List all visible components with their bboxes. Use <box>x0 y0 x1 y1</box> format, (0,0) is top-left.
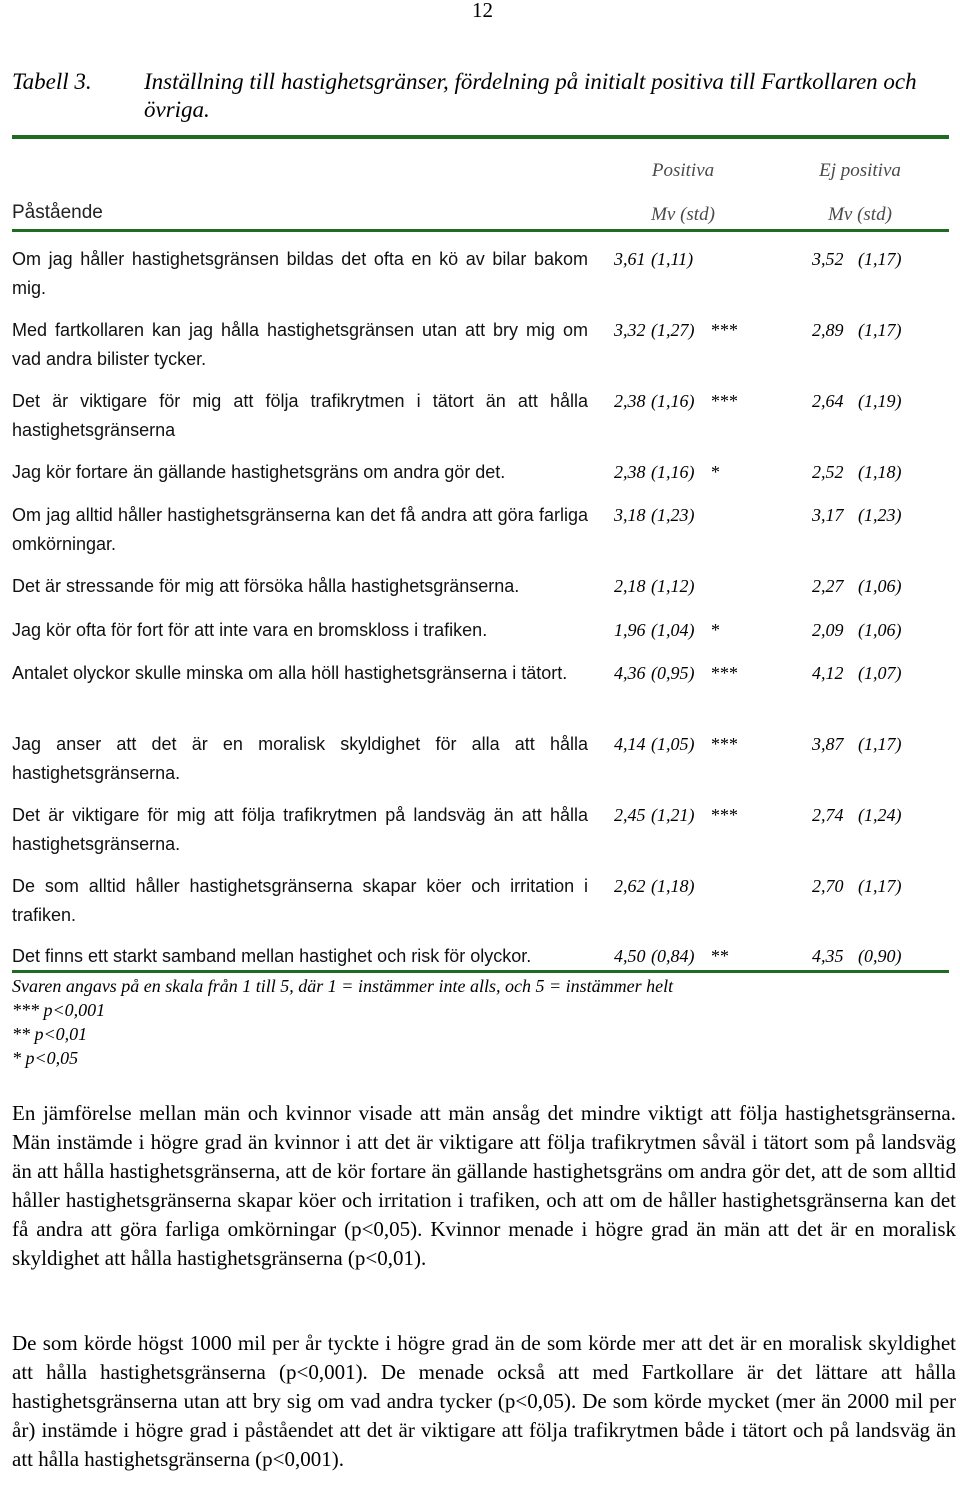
significance: * <box>711 462 720 482</box>
positive-mean: 3,32 <box>614 320 646 340</box>
non-positive-sd: (1,24) <box>858 805 902 825</box>
non-positive-mean: 2,74 <box>812 805 844 825</box>
non-positive-sd: (1,23) <box>858 505 902 525</box>
significance: *** <box>711 391 738 411</box>
table-header-rule <box>12 229 949 232</box>
body-paragraph: De som körde högst 1000 mil per år tyckte i högre grad än de som körde mer att det är en moralisk skyldighet att hålla hastighetsgränserna (p<0,001). De menade också att med Fartkollare är det lättare att hålla hastighetsgränserna utan att bry sig om vad andra tycker (p<0,05). De som körde mycket (mer än 2000 mil per år) instämde i högre grad i påståendet att det är viktigare att följa trafikrytmen både i tätort och på landsväg än att hålla hastighetsgränserna (p<0,001). <box>12 1331 956 1471</box>
statement-text: Jag kör fortare än gällande hastighetsgräns om andra gör det. <box>12 462 506 482</box>
significance: *** <box>711 805 738 825</box>
non-positive-sd: (1,17) <box>858 734 902 754</box>
non-positive-mean: 4,35 <box>812 946 844 966</box>
statement-text: Om jag håller hastighetsgränsen bildas det ofta en kö av bilar bakom mig. <box>12 249 588 298</box>
page-number: 12 <box>472 0 493 22</box>
significance-note: *** p<0,001 <box>12 1000 106 1020</box>
positive-sd: (1,04) <box>651 620 695 640</box>
statement-text: Det finns ett starkt samband mellan hastighet och risk för olyckor. <box>12 946 532 966</box>
non-positive-stat-header: Mv (std) <box>828 204 892 225</box>
statement-text: Jag anser att det är en moralisk skyldighet för alla att hålla hastighetsgränserna. <box>12 734 588 783</box>
positive-mean: 4,14 <box>614 734 646 754</box>
scale-note: Svaren angavs på en skala från 1 till 5, där 1 = instämmer inte alls, och 5 = instämmer helt <box>12 976 674 996</box>
significance-note: ** p<0,01 <box>12 1024 88 1044</box>
non-positive-mean: 4,12 <box>812 663 844 683</box>
significance: *** <box>711 320 738 340</box>
non-positive-mean: 3,17 <box>812 505 844 525</box>
non-positive-mean: 2,52 <box>812 462 844 482</box>
positive-sd: (1,21) <box>651 805 695 825</box>
non-positive-sd: (1,17) <box>858 249 902 269</box>
table-title: Inställning till hastighetsgränser, fördelning på initialt positiva till Fartkollaren och övriga. <box>144 69 917 122</box>
table-notes <box>12 974 673 1070</box>
significance: * <box>711 620 720 640</box>
non-positive-sd: (1,07) <box>858 663 902 683</box>
statement-text: Med fartkollaren kan jag hålla hastighetsgränsen utan att bry mig om vad andra bilister tycker. <box>12 320 588 369</box>
non-positive-mean: 2,89 <box>812 320 844 340</box>
non-positive-sd: (0,90) <box>858 946 902 966</box>
positive-sd: (1,18) <box>651 876 695 896</box>
non-positive-sd: (1,06) <box>858 576 902 596</box>
positive-sd: (1,12) <box>651 576 695 596</box>
statement-header: Påstående <box>12 202 103 223</box>
positive-sd: (1,05) <box>651 734 695 754</box>
positive-mean: 2,45 <box>614 805 646 825</box>
non-positive-mean: 2,09 <box>812 620 844 640</box>
positive-sd: (1,23) <box>651 505 695 525</box>
significance: *** <box>711 734 738 754</box>
non-positive-mean: 2,64 <box>812 391 844 411</box>
statement-text: Det är viktigare för mig att följa trafikrytmen på landsväg än att hålla hastighetsgränserna. <box>12 805 588 854</box>
positive-sd: (1,11) <box>651 249 694 269</box>
table-caption <box>12 68 957 124</box>
statement-text: Det är viktigare för mig att följa trafikrytmen i tätort än att hålla hastighetsgränserna <box>12 391 588 440</box>
non-positive-sd: (1,19) <box>858 391 902 411</box>
significance: *** <box>711 663 738 683</box>
statement-text: De som alltid håller hastighetsgränserna skapar köer och irritation i trafiken. <box>12 876 588 925</box>
statement-text: Antalet olyckor skulle minska om alla höll hastighetsgränserna i tätort. <box>12 663 568 683</box>
positive-mean: 2,18 <box>614 576 646 596</box>
positive-mean: 2,38 <box>614 391 646 411</box>
positive-stat-header: Mv (std) <box>651 204 715 225</box>
positive-sd: (1,27) <box>651 320 695 340</box>
positive-mean: 2,38 <box>614 462 646 482</box>
positive-mean: 4,50 <box>614 946 646 966</box>
body-paragraph: En jämförelse mellan män och kvinnor visade att män ansåg det mindre viktigt att följa hastighetsgränserna. Män instämde i högre grad än kvinnor i att det är viktigare att följa trafikrytmen såväl i tätort som på landsväg än att hålla hastighetsgränserna, att de kör fortare än gällande hastighetsgräns om andra gör det, att de som alltid håller hastighetsgränserna skapar köer och irritation i trafiken, och att om de håller hastighetsgränserna kan det få andra att göra farliga omkörningar (p<0,05). Kvinnor menade i högre grad än män att det är en moralisk skyldighet att hålla hastighetsgränserna (p<0,01). <box>12 1101 956 1270</box>
non-positive-mean: 3,87 <box>812 734 844 754</box>
positive-sd: (0,95) <box>651 663 695 683</box>
statement-text: Om jag alltid håller hastighetsgränserna kan det få andra att göra farliga omkörningar. <box>12 505 588 554</box>
table-bottom-rule <box>12 970 949 973</box>
significance: ** <box>711 946 729 966</box>
positive-mean: 4,36 <box>614 663 646 683</box>
non-positive-mean: 2,27 <box>812 576 844 596</box>
non-positive-mean: 3,52 <box>812 249 844 269</box>
significance-note: * p<0,05 <box>12 1048 79 1068</box>
positive-mean: 3,61 <box>614 249 646 269</box>
non-positive-mean: 2,70 <box>812 876 844 896</box>
non-positive-sd: (1,17) <box>858 876 902 896</box>
positive-group-header: Positiva <box>651 160 715 181</box>
non-positive-sd: (1,06) <box>858 620 902 640</box>
positive-sd: (0,84) <box>651 946 695 966</box>
positive-mean: 2,62 <box>614 876 646 896</box>
positive-sd: (1,16) <box>651 391 695 411</box>
statement-text: Det är stressande för mig att försöka hålla hastighetsgränserna. <box>12 576 520 596</box>
non-positive-sd: (1,17) <box>858 320 902 340</box>
non-positive-sd: (1,18) <box>858 462 902 482</box>
table-top-rule <box>12 135 949 139</box>
statement-text: Jag kör ofta för fort för att inte vara en bromskloss i trafiken. <box>12 620 488 640</box>
positive-sd: (1,16) <box>651 462 695 482</box>
positive-mean: 3,18 <box>614 505 646 525</box>
positive-mean: 1,96 <box>614 620 646 640</box>
non-positive-group-header: Ej positiva <box>819 160 901 181</box>
table-label: Tabell 3. <box>12 69 92 94</box>
